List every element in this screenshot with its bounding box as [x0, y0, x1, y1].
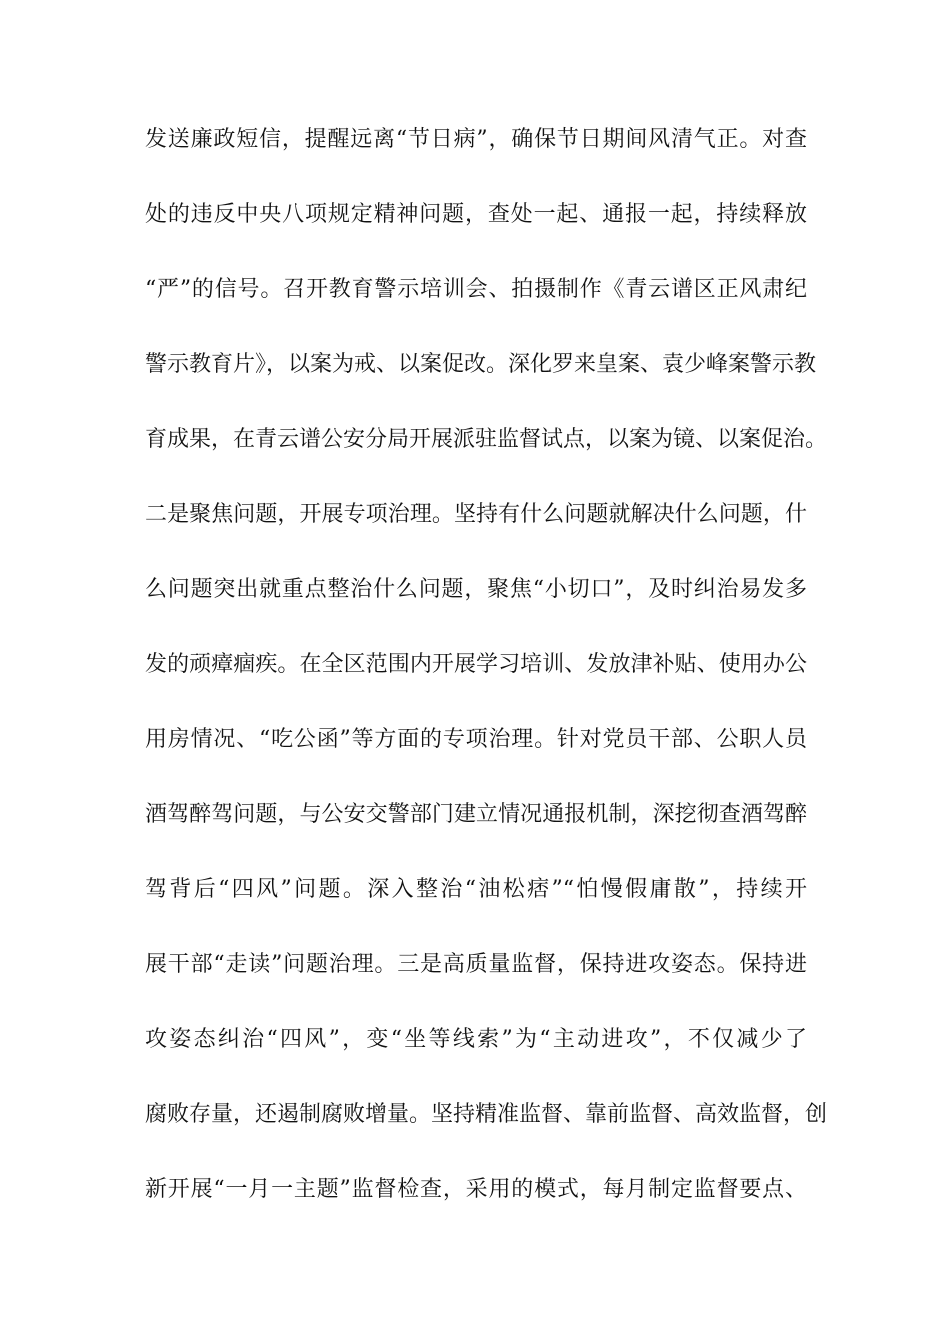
text-line: 警示教育片》，以案为戒、以案促改。深化罗来皇案、袁少峰案警示教: [145, 352, 817, 377]
text-line: “严”的信号。召开教育警示培训会、拍摄制作《青云谱区正风肃纪: [145, 277, 807, 302]
body-paragraph: [145, 126, 828, 1251]
text-line: 酒驾醉驾问题，与公安交警部门建立情况通报机制，深挖彻查酒驾醉: [145, 802, 807, 827]
text-line: 育成果，在青云谱公安分局开展派驻监督试点，以案为镜、以案促治。: [145, 427, 828, 452]
text-line: 处的违反中央八项规定精神问题，查处一起、通报一起，持续释放: [145, 202, 807, 227]
text-line: 攻姿态纠治“四风”，变“坐等线索”为“主动进攻”，不仅减少了: [145, 1027, 807, 1052]
text-line: 发送廉政短信，提醒远离“节日病”，确保节日期间风清气正。对查: [145, 127, 807, 152]
text-line: 腐败存量，还遏制腐败增量。坚持精准监督、靠前监督、高效监督，创: [145, 1102, 828, 1127]
text-line: 展干部“走读”问题治理。三是高质量监督，保持进攻姿态。保持进: [145, 952, 807, 977]
text-line: 么问题突出就重点整治什么问题，聚焦“小切口”，及时纠治易发多: [145, 577, 807, 602]
text-line: 用房情况、“吃公函”等方面的专项治理。针对党员干部、公职人员: [145, 727, 807, 752]
text-line: 新开展“一月一主题”监督检查，采用的模式，每月制定监督要点、: [145, 1177, 807, 1202]
text-line: 二是聚焦问题，开展专项治理。坚持有什么问题就解决什么问题，什: [145, 502, 807, 527]
text-line: 驾背后“四风”问题。深入整治“油松痞”“怕慢假庸散”，持续开: [145, 877, 807, 902]
text-line: 发的顽瘴痼疾。在全区范围内开展学习培训、发放津补贴、使用办公: [145, 652, 807, 677]
